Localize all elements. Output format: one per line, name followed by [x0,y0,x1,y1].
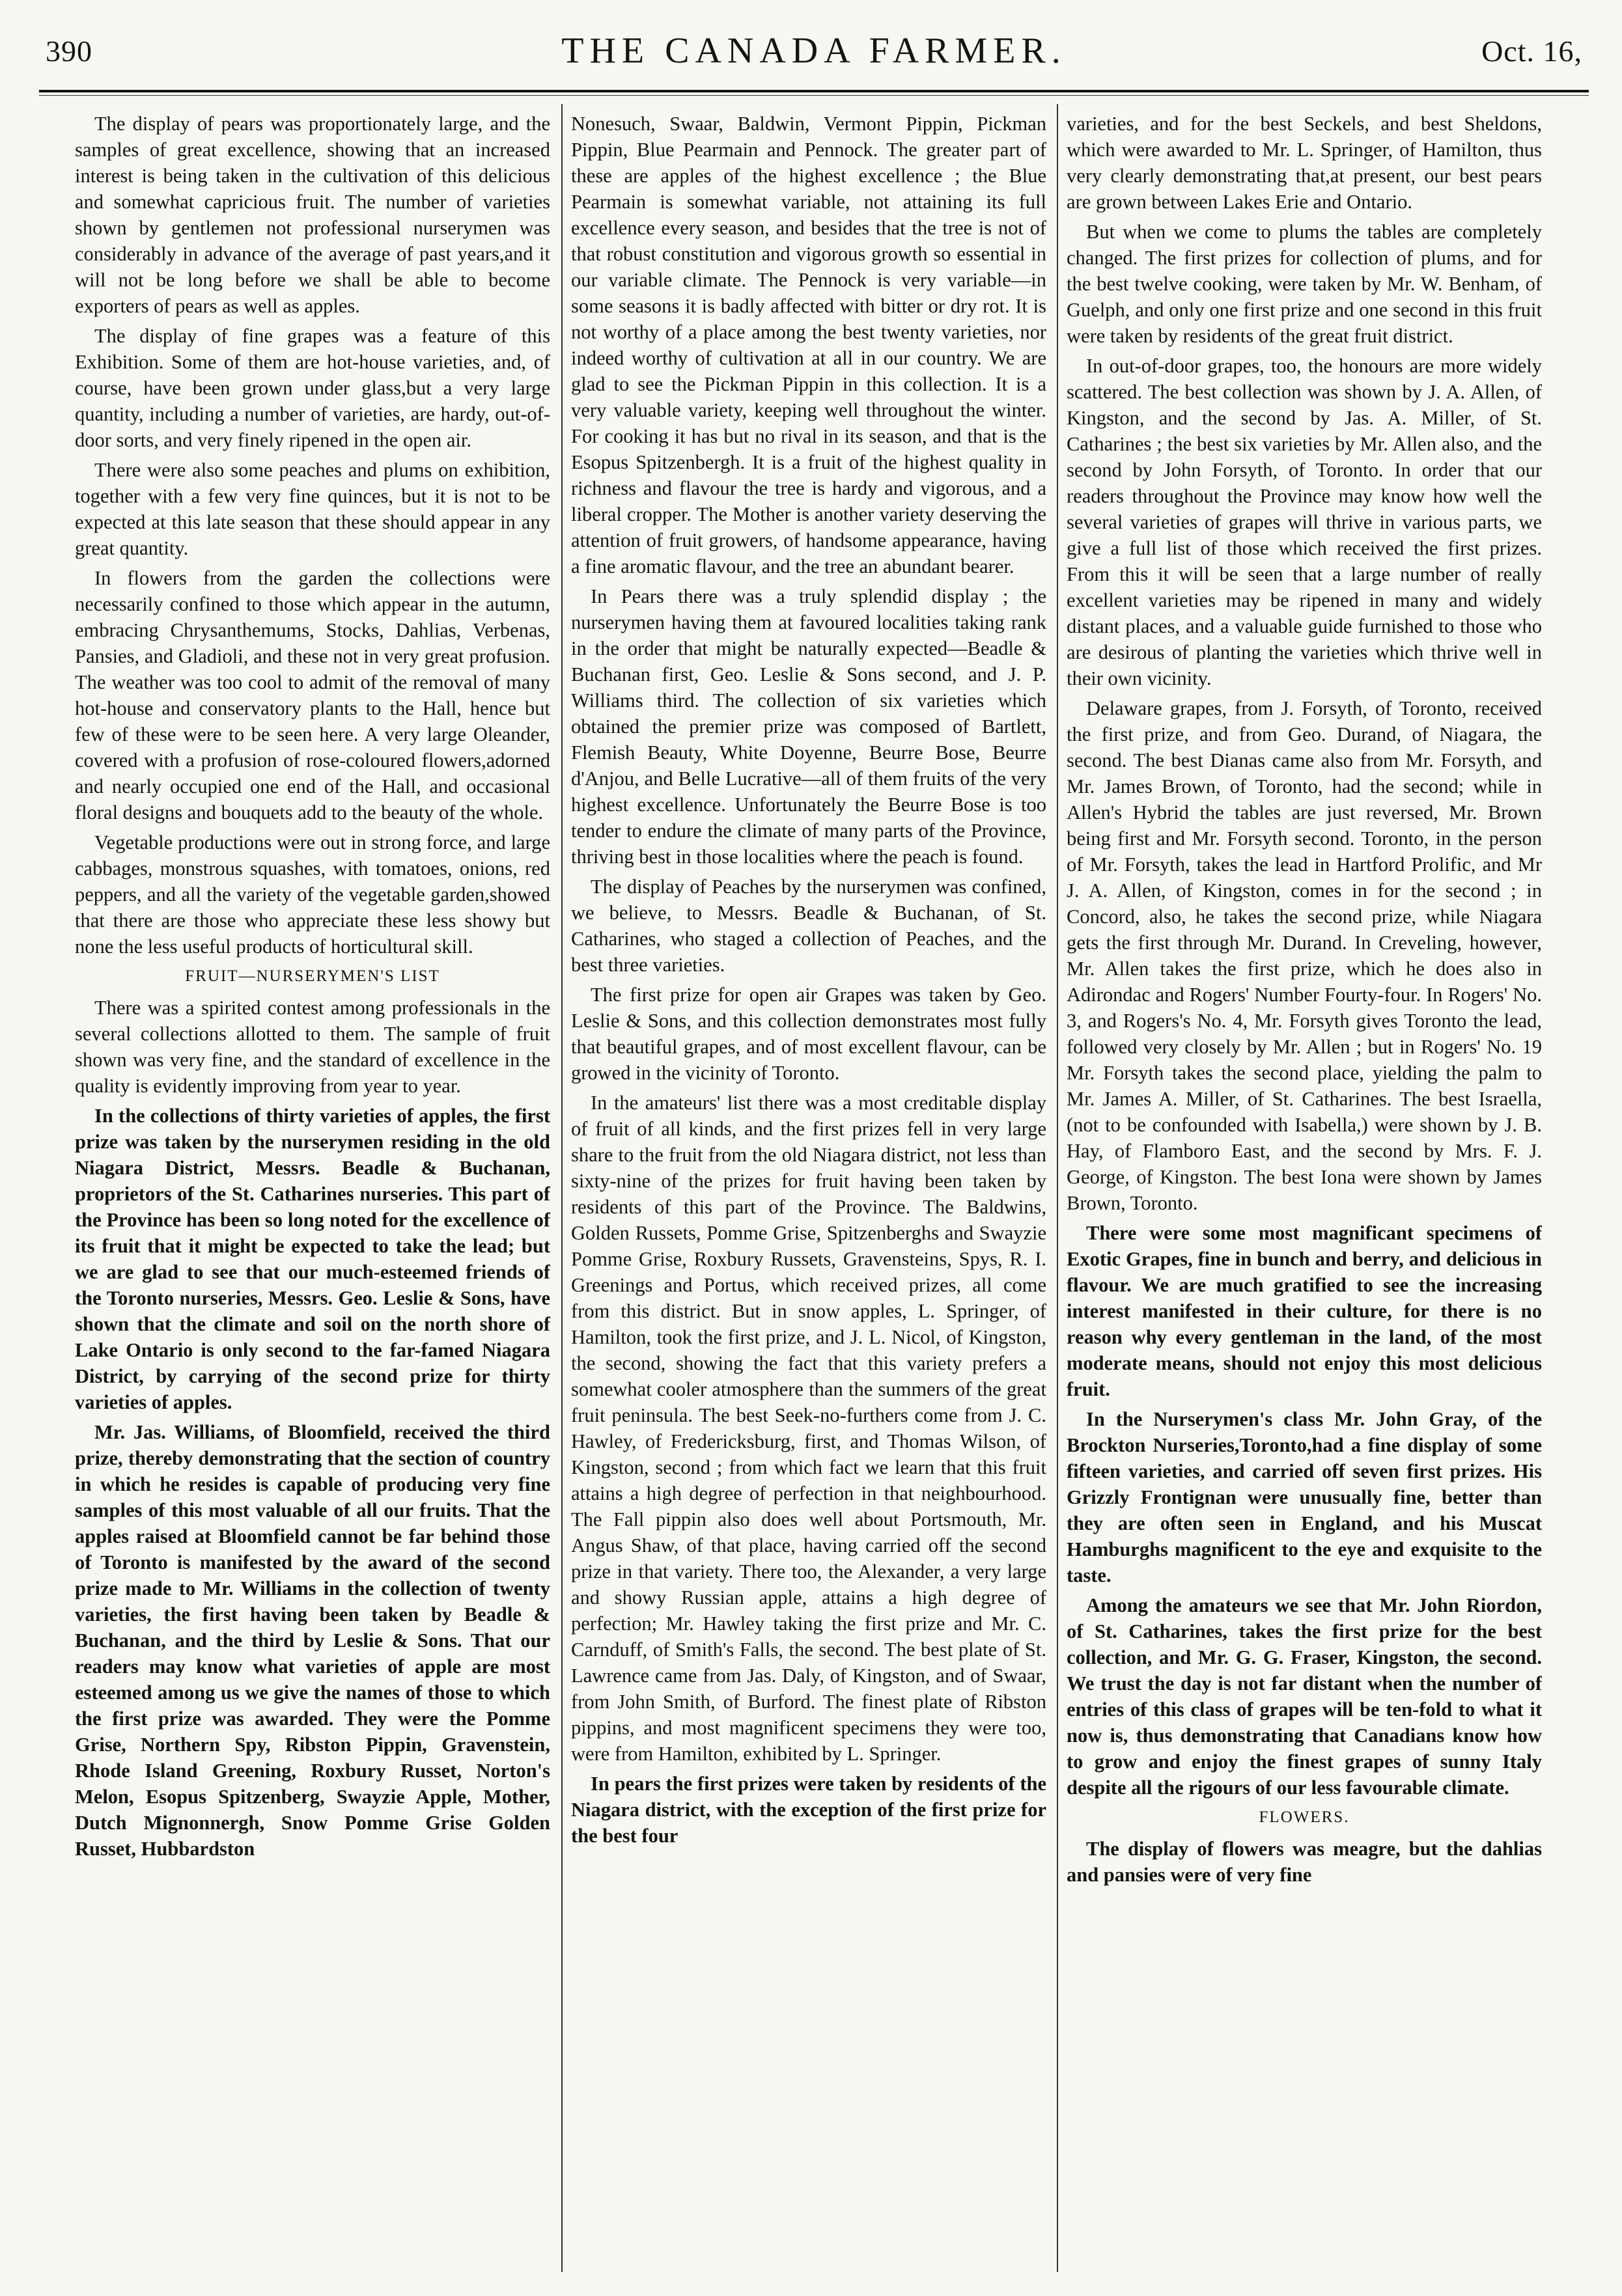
article-paragraph: Among the amateurs we see that Mr. John Riordon, of St. Catharines, takes the first prize for the best collection, and Mr. G. G. Fraser, Kingston, the second. We trust the day is not far distant when the number of entries of this class of grapes will be ten-fold to what it now is, thus demonstrating that Canadians know how to grow and enjoy the finest grapes of sunny Italy despite all the rigours of our less favourable climate. [1067,1594,1542,1799]
article-paragraph: The display of pears was proportionately large, and the samples of great excellence, showing that an increased interest is being taken in the cultivation of this delicious and somewhat capricious fruit. The number of varieties shown by gentlemen not professional nurserymen was considerably in advance of the average of past years,and it will not be long before we shall be able to become exporters of pears as well as apples. [75,113,550,317]
article-paragraph: There were also some peaches and plums on exhibition, together with a few very fine quinces, but it is not to be expected at this late season that these should appear in any great quantity. [75,459,550,559]
article-paragraph: The first prize for open air Grapes was taken by Geo. Leslie & Sons, and this collection demonstrates most fully that beautiful grapes, and of most excellent flavour, can be growed in the vicinity of Toronto. [571,984,1046,1084]
article-paragraph: But when we come to plums the tables are completely changed. The first prizes for collection of plums, and for the best twelve cooking, were taken by Mr. W. Benham, of Guelph, and only one first prize and one second in this fruit were taken by residents of the great fruit district. [1067,221,1542,347]
issue-date: Oct. 16, [1481,35,1582,68]
article-paragraph: There was a spirited contest among professionals in the several collections allotted to them. The sample of fruit shown was very fine, and the standard of excellence in the quality is evidently improving from year to year. [75,997,550,1097]
article-paragraph: In the collections of thirty varieties of apples, the first prize was taken by the nurserymen residing in the old Niagara District, Messrs. Beadle & Buchanan, proprietors of the St. Catharines nurseries. This part of the Province has been so long noted for the excellence of its fruit that it might be expected to take the lead; but we are glad to see that our much-esteemed friends of the Toronto nurseries, Messrs. Geo. Leslie & Sons, have shown that the climate and soil on the north shore of Lake Ontario is only second to the far-famed Niagara District, by carrying of the second prize for thirty varieties of apples. [75,1105,550,1413]
column-divider [561,104,563,2272]
article-paragraph: The display of fine grapes was a feature of this Exhibition. Some of them are hot-house varieties, and, of course, have been grown under glass,but a very large quantity, including a number of varieties, are hardy, out-of-door sorts, and very finely ripened in the open air. [75,325,550,451]
article-paragraph: varieties, and for the best Seckels, and best Sheldons, which were awarded to Mr. L. Springer, of Hamilton, thus very clearly demonstrating that,at present, our best pears are grown between Lakes Erie and Ontario. [1067,113,1542,213]
article-paragraph: In pears the first prizes were taken by residents of the Niagara district, with the exception of the first prize for the best four [571,1773,1046,1847]
article-paragraph: Mr. Jas. Williams, of Bloomfield, received the third prize, thereby demonstrating that the section of country in which he resides is capable of producing very fine samples of this most valuable of all our fruits. That the apples raised at Bloomfield cannot be far behind those of Toronto is manifested by the award of the second prize made to Mr. Williams in the collection of twenty varieties, the first having been taken by Beadle & Buchanan, and the third by Leslie & Sons. That our readers may know what varieties of apple are most esteemed among us we give the names of those to which the first prize was awarded. They were the Pomme Grise, Northern Spy, Ribston Pippin, Gravenstein, Rhode Island Greening, Roxbury Russet, Norton's Melon, Esopus Spitzenberg, Swayzie Apple, Mother, Dutch Mignonnergh, Snow Pomme Grise Golden Russet, Hubbardston [75,1421,550,1860]
section-heading: FRUIT—NURSERYMEN'S LIST [185,967,440,985]
column-divider [1057,104,1058,2272]
header-rule [39,90,1589,92]
article-column-2 [571,111,1046,2278]
article-paragraph: The display of Peaches by the nurserymen was confined, we believe, to Messrs. Beadle & Buchanan, of St. Catharines, who staged a collection of Peaches, and the best three varieties. [571,876,1046,976]
section-heading: FLOWERS. [1259,1808,1350,1826]
article-paragraph: In Pears there was a truly splendid display ; the nurserymen having them at favoured localities taking rank in the order that might be naturally expected—Beadle & Buchanan first, Geo. Leslie & Sons second, and J. P. Williams third. The collection of six varieties which obtained the premier prize was composed of Bartlett, Flemish Beauty, White Doyenne, Beurre Bose, Beurre d'Anjou, and Belle Lucrative—all of them fruits of the very highest excellence. Unfortunately the Beurre Bose is too tender to endure the climate of many parts of the Province, thriving best in those localities where the peach is found. [571,585,1046,868]
article-paragraph: In the amateurs' list there was a most creditable display of fruit of all kinds, and the first prizes fell in very large share to the fruit from the old Niagara district, not less than sixty-nine of the prizes for fruit having been taken by residents of this part of the Province. The Baldwins, Golden Russets, Pomme Grise, Spitzenberghs and Swayzie Pomme Grise, Roxbury Russets, Gravensteins, Spys, R. I. Greenings and Portus, which received prizes, all come from this district. But in snow apples, L. Springer, of Hamilton, took the first prize, and J. L. Nicol, of Kingston, the second, showing the fact that this variety prefers a somewhat cooler atmosphere than the summers of the great fruit peninsula. The best Seek-no-furthers come from J. C. Hawley, of Fredericksburg, first, and Thomas Wilson, of Kingston, second ; from which fact we learn that this fruit attains a high degree of perfection in that neighbourhood. The Fall pippin also does well about Portsmouth, Mr. Angus Shaw, of that place, having carried off the second prize in that variety. There too, the Alexander, a very large and showy Russian apple, attains a high degree of perfection; Mr. Hawley taking the first prize and Mr. C. Carnduff, of Smith's Falls, the second. The best plate of St. Lawrence came from Jas. Daly, of Kingston, and of Swaar, from John Smith, of Burford. The finest plate of Ribston pippins, and most magnificent specimens they were too, were from Hamilton, exhibited by L. Springer. [571,1092,1046,1765]
page-number: 390 [46,35,92,68]
article-paragraph: The display of flowers was meagre, but the dahlias and pansies were of very fine [1067,1838,1542,1886]
article-paragraph: In flowers from the garden the collections were necessarily confined to those which appear in the autumn, embracing Chrysanthemums, Stocks, Dahlias, Verbenas, Pansies, and Gladioli, and these not in very great profusion. The weather was too cool to admit of the removal of many hot-house and conservatory plants to the Hall, hence but few of these were to be seen here. A very large Oleander, covered with a profusion of rose-coloured flowers,adorned and nearly occupied one end of the Hall, and occasional floral designs and bouquets add to the beauty of the whole. [75,567,550,823]
article-paragraph: There were some most magnificant specimens of Exotic Grapes, fine in bunch and berry, and delicious in flavour. We are much gratified to see the increasing interest manifested in their culture, for there is no reason why every gentleman in the land, of the most moderate means, should not enjoy this most delicious fruit. [1067,1222,1542,1400]
article-paragraph: Nonesuch, Swaar, Baldwin, Vermont Pippin, Pickman Pippin, Blue Pearmain and Pennock. The greater part of these are apples of the highest excellence ; the Blue Pearmain is somewhat variable, not attaining its full excellence every season, and besides that the tree is not of that robust constitution and vigorous growth so essential in our variable climate. The Pennock is very variable—in some seasons it is badly affected with bitter or dry rot. It is not worthy of a place among the best twenty varieties, nor indeed worthy of cultivation at all in our country. We are glad to see the Pickman Pippin in this collection. It is a very valuable variety, keeping well throughout the winter. For cooking it has but no rival in its season, and that is the Esopus Spitzenbergh. It is a fruit of the highest quality in richness and flavour the tree is hardy and vigorous, and a liberal cropper. The Mother is another variety deserving the attention of fruit growers, of handsome appearance, having a fine aromatic flavour, and the tree an abundant bearer. [571,113,1046,577]
article-paragraph: In out-of-door grapes, too, the honours are more widely scattered. The best collection was shown by J. A. Allen, of Kingston, and the second by Jas. A. Miller, of St. Catharines ; the best six varieties by Mr. Allen also, and the second by John Forsyth, of Toronto. In order that our readers throughout the Province may know how well the several varieties of grapes will thrive in various parts, we give a full list of those which received the first prizes. From this it will be seen that a large number of really excellent varieties may be ripened in many and widely distant places, and a valuable guide furnished to those who are desirous of planting the varieties which thrive well in their own vicinity. [1067,355,1542,689]
article-column-3 [1067,111,1542,2278]
article-paragraph: Delaware grapes, from J. Forsyth, of Toronto, received the first prize, and from Geo. Durand, of Niagara, the second. The best Dianas came also from Mr. Forsyth, and Mr. James Brown, of Toronto, had the second; while in Allen's Hybrid the tables are just reversed, Mr. Brown being first and Mr. Forsyth second. Toronto, in the person of Mr. Forsyth, takes the lead in Hartford Prolific, and Mr J. A. Allen, of Kingston, comes in for the second ; in Concord, also, he takes the second prize, while Niagara gets the first through Mr. Durand. In Creveling, however, Mr. Allen takes the first prize, which he does also in Adirondac and Rogers' Number Fourty-four. In Rogers' No. 3, and Rogers's No. 4, Mr. Forsyth gives Toronto the lead, followed very closely by Mr. Allen ; but in Rogers' No. 19 Mr. Forsyth takes the second place, yielding the palm to Mr. James A. Miller, of St. Catharines. The best Israella, (not to be confounded with Isabella,) were shown by J. B. Hay, of Flamboro East, and the second by Mrs. F. J. George, of Kingston. The best Iona were shown by James Brown, Toronto. [1067,697,1542,1214]
header-rule-thin [39,95,1589,96]
page-header [39,26,1589,85]
article-paragraph: In the Nurserymen's class Mr. John Gray, of the Brockton Nurseries,Toronto,had a fine display of some fifteen varieties, and carried off seven first prizes. His Grizzly Frontignan were unusually fine, better than they are often seen in England, and his Muscat Hamburghs magnificent to the eye and exquisite to the taste. [1067,1408,1542,1586]
article-paragraph: Vegetable productions were out in strong force, and large cabbages, monstrous squashes, with tomatoes, onions, red peppers, and all the variety of the vegetable garden,showed that there are those who appreciate these less showy but none the less useful products of horticultural skill. [75,831,550,958]
article-column-1 [75,111,550,2278]
masthead-title: THE CANADA FARMER. [561,31,1067,71]
